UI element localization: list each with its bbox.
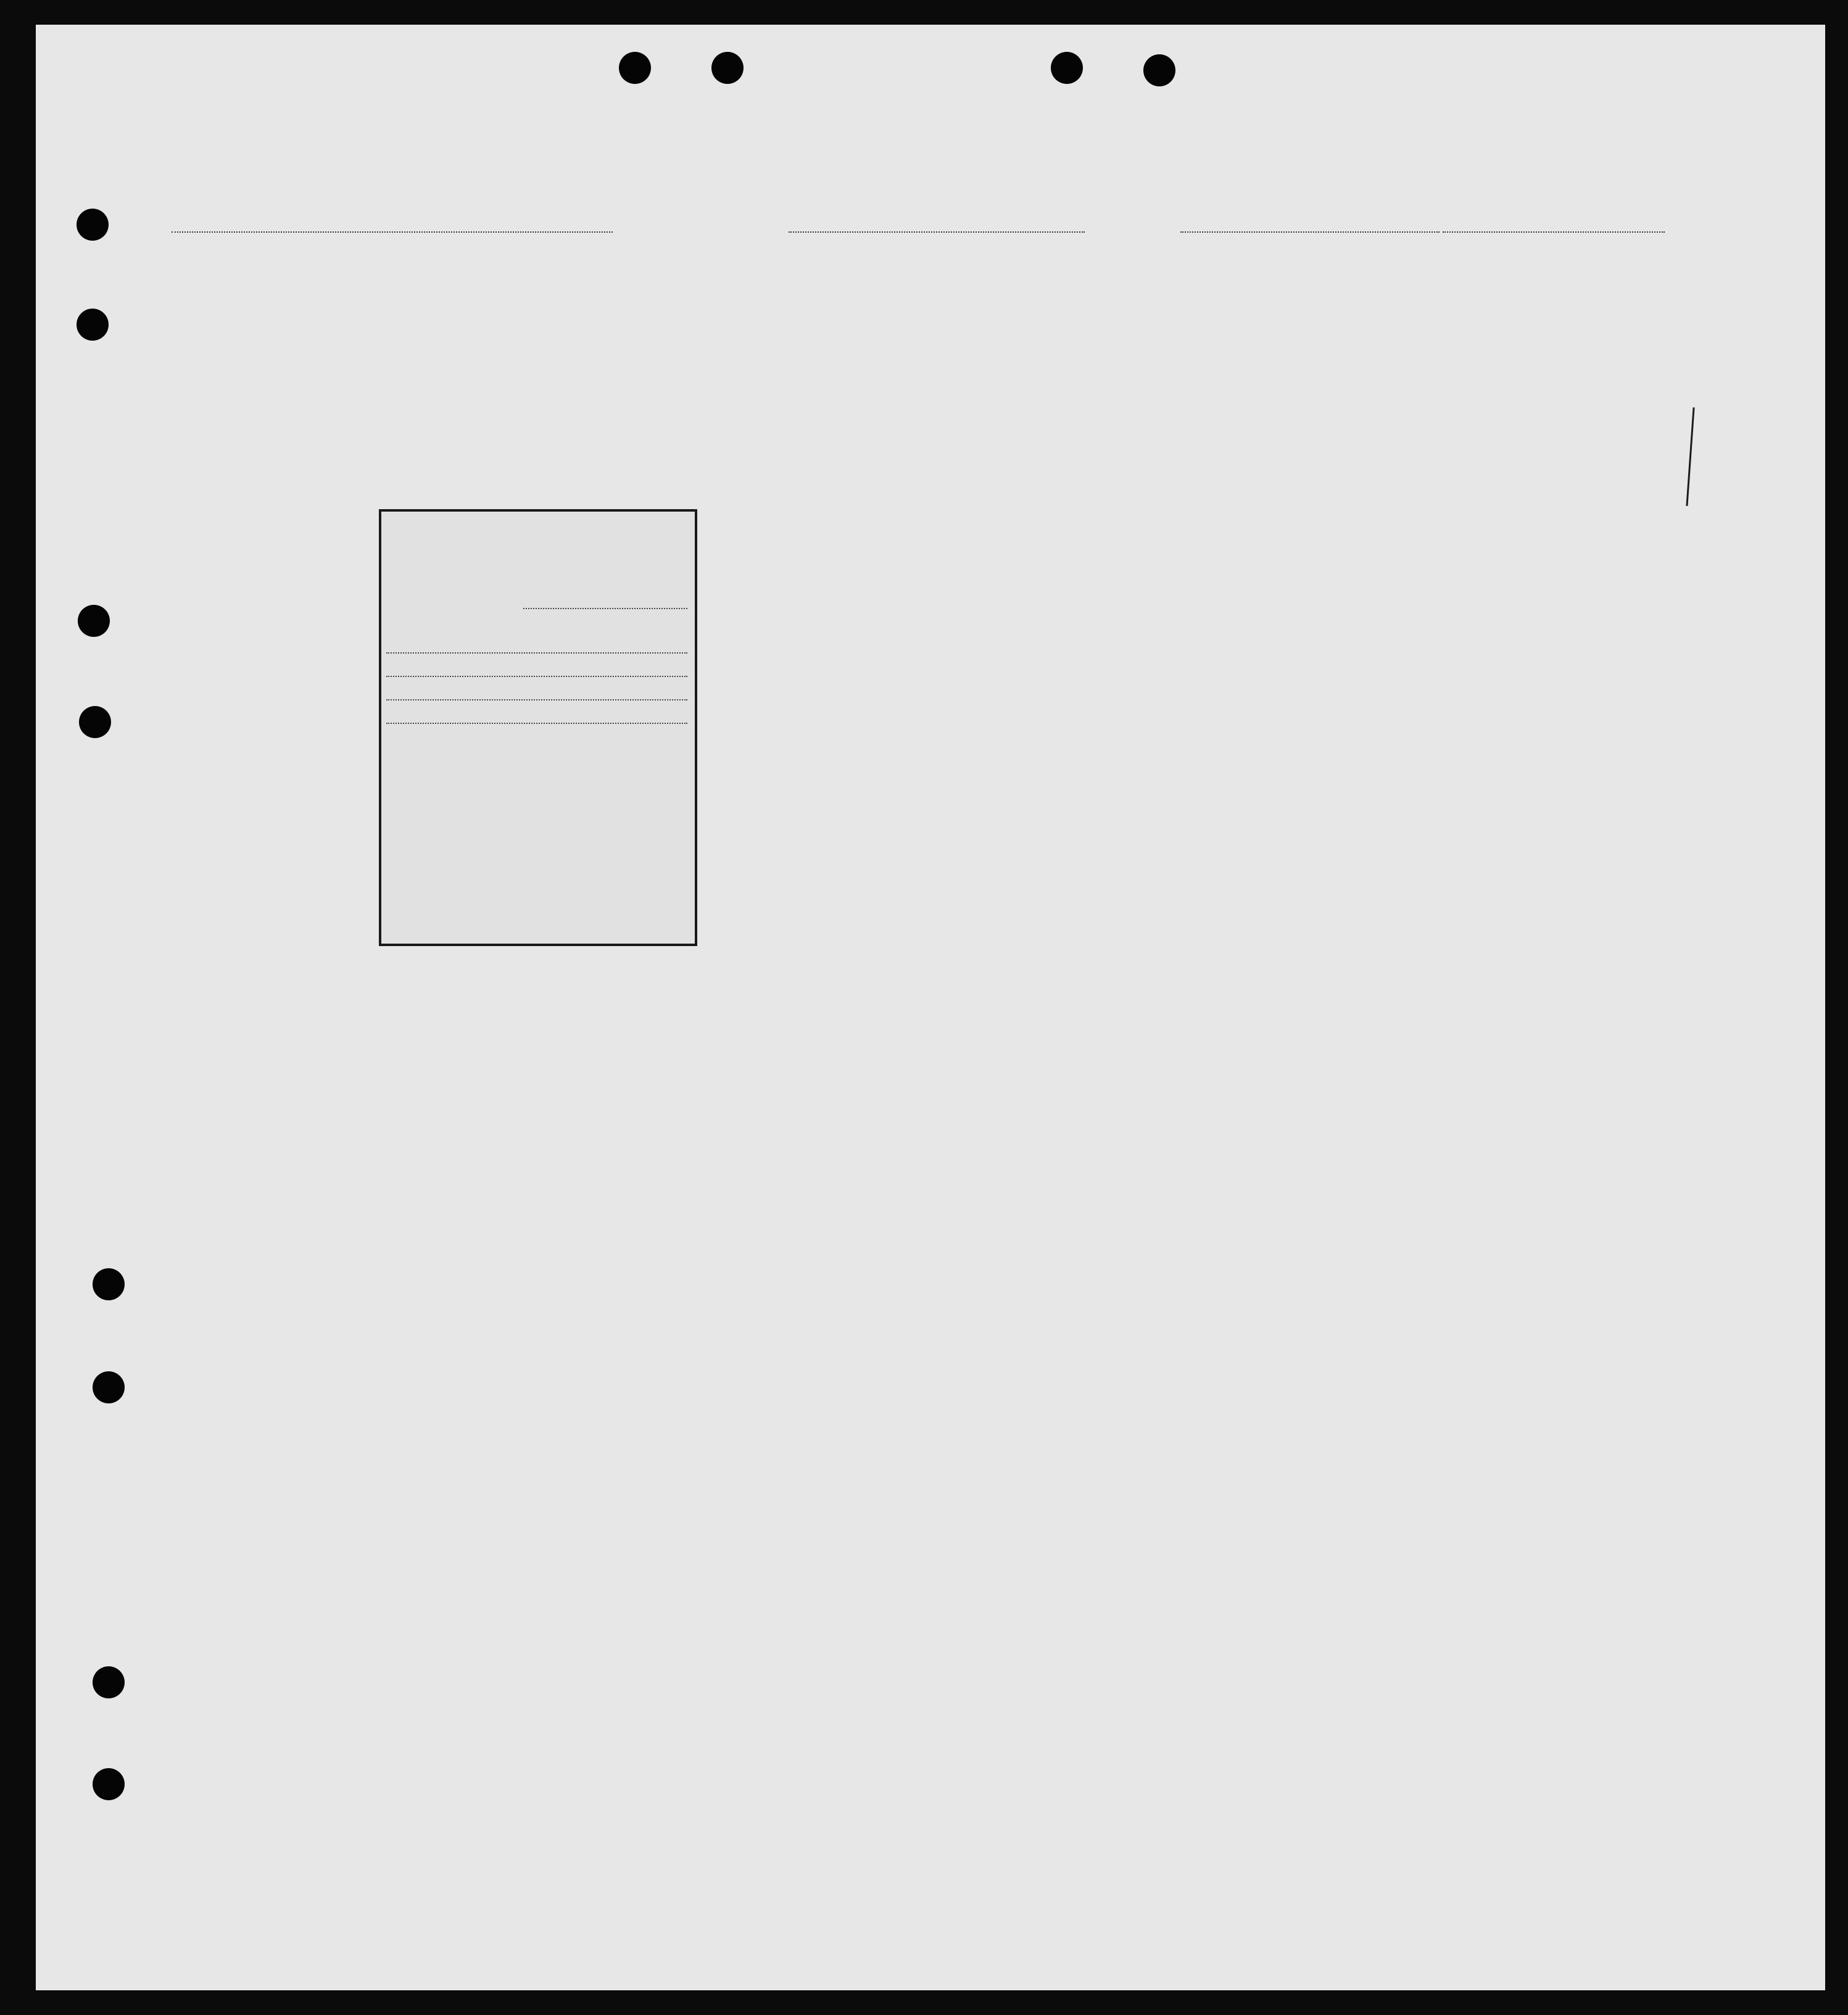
visa-stamp [379, 509, 697, 946]
manifest-page [36, 25, 1825, 1990]
manifest-grid [36, 25, 1825, 1990]
